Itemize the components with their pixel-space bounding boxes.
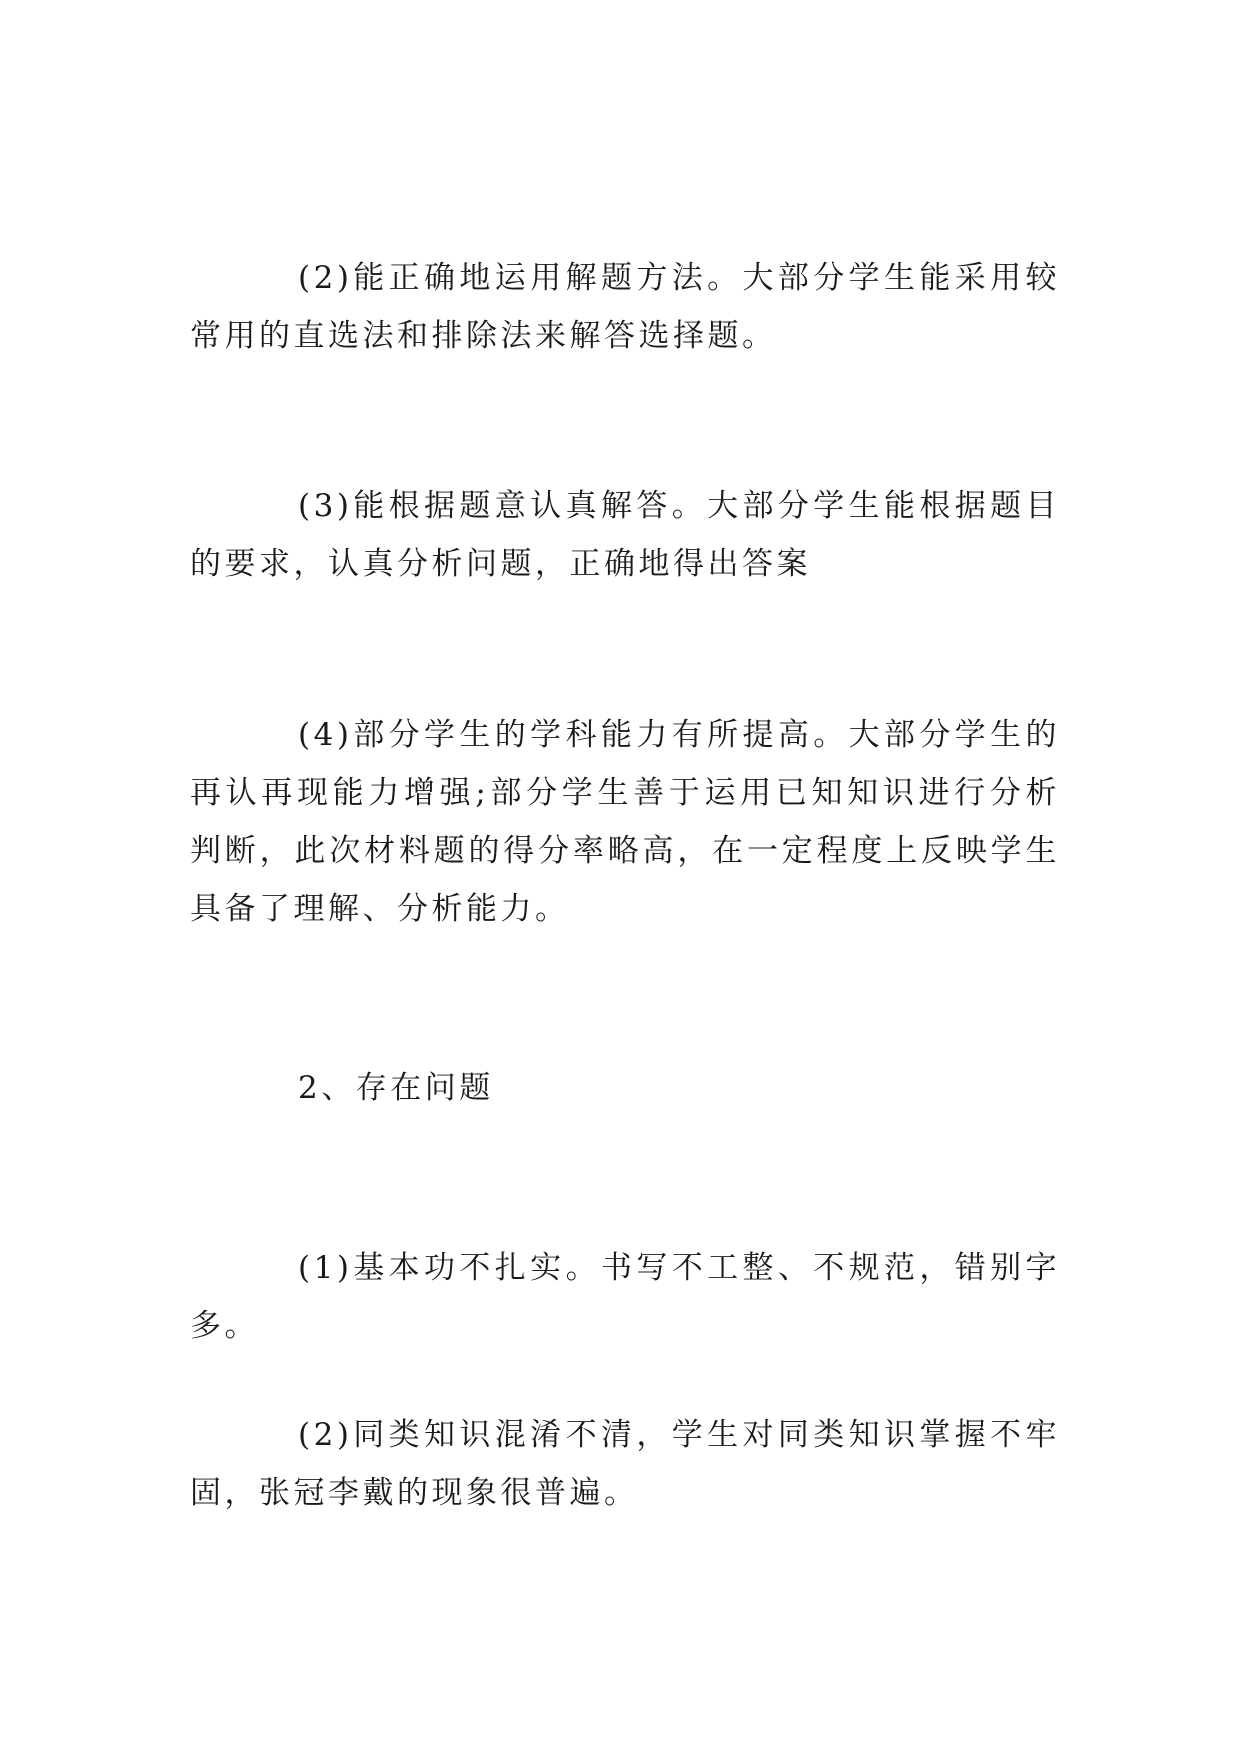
paragraph-method: (2)能正确地运用解题方法。大部分学生能采用较常用的直选法和排除法来解答选择题。 (190, 260, 1060, 354)
paragraph-confusion: (2)同类知识混淆不清，学生对同类知识掌握不牢固，张冠李戴的现象很普遍。 (190, 1417, 1060, 1511)
paragraph-answering: (3)能根据题意认真解答。大部分学生能根据题目的要求，认真分析问题，正确地得出答案 (190, 488, 1060, 582)
section-heading-problems: 2、存在问题 (298, 1070, 494, 1106)
paragraph-basics: (1)基本功不扎实。书写不工整、不规范，错别字多。 (190, 1250, 1060, 1344)
paragraph-ability: (4)部分学生的学科能力有所提高。大部分学生的再认再现能力增强;部分学生善于运用已知知识进行分析判断，此次材料题的得分率略高，在一定程度上反映学生具备了理解、分析能力。 (190, 717, 1060, 927)
